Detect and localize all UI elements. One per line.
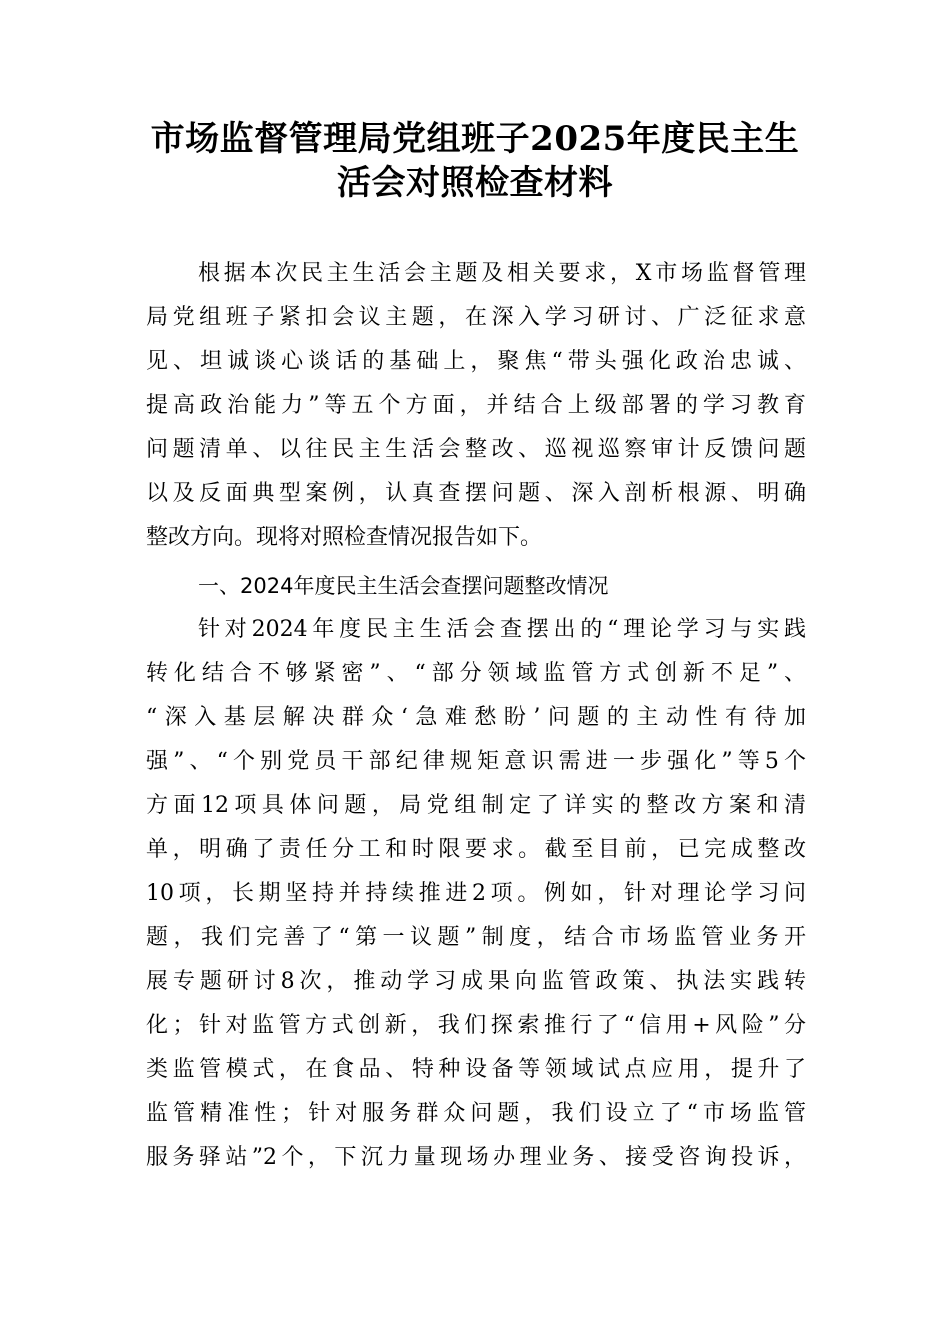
paragraph-line: 强”、“个别党员干部纪律规矩意识需进一步强化”等5个 (146, 749, 806, 774)
document-title-line-2: 活会对照检查材料 (337, 163, 613, 203)
paragraph-line: 题，我们完善了“第一议题”制度，结合市场监管业务开 (146, 925, 806, 950)
document-title-line-1: 市场监督管理局党组班子2025年度民主生 (150, 119, 800, 159)
paragraph-line: 提高政治能力”等五个方面，并结合上级部署的学习教育 (146, 393, 806, 418)
paragraph-line: 单，明确了责任分工和时限要求。截至目前，已完成整改 (146, 837, 806, 862)
paragraph-line: 局党组班子紧扣会议主题，在深入学习研讨、广泛征求意 (146, 305, 806, 330)
paragraph-line: 10项，长期坚持并持续推进2项。例如，针对理论学习问 (146, 881, 806, 906)
paragraph-line: 监管精准性；针对服务群众问题，我们设立了“市场监管 (146, 1101, 806, 1126)
section-heading-1: 一、2024年度民主生活会查摆问题整改情况 (198, 574, 609, 598)
paragraph-line: “深入基层解决群众‘急难愁盼’问题的主动性有待加 (146, 705, 806, 730)
paragraph-line: 问题清单、以往民主生活会整改、巡视巡察审计反馈问题 (146, 437, 806, 462)
paragraph-line: 以及反面典型案例，认真查摆问题、深入剖析根源、明确 (146, 481, 806, 506)
paragraph-line: 方面12项具体问题，局党组制定了详实的整改方案和清 (146, 793, 806, 818)
paragraph-line: 展专题研讨8次，推动学习成果向监管政策、执法实践转 (146, 969, 806, 994)
paragraph-line: 针对2024年度民主生活会查摆出的“理论学习与实践 (198, 617, 806, 642)
intro-paragraph (146, 252, 806, 560)
paragraph-line: 根据本次民主生活会主题及相关要求，X市场监督管理 (198, 261, 806, 286)
rectification-paragraph (146, 608, 806, 1180)
paragraph-line: 转化结合不够紧密”、“部分领域监管方式创新不足”、 (146, 661, 806, 686)
paragraph-line: 化；针对监管方式创新，我们探索推行了“信用+风险”分 (146, 1013, 806, 1038)
paragraph-line: 类监管模式，在食品、特种设备等领域试点应用，提升了 (146, 1057, 806, 1082)
paragraph-line: 服务驿站”2个，下沉力量现场办理业务、接受咨询投诉， (146, 1145, 806, 1170)
paragraph-line: 整改方向。现将对照检查情况报告如下。 (146, 525, 543, 550)
paragraph-line: 见、坦诚谈心谈话的基础上，聚焦“带头强化政治忠诚、 (146, 349, 806, 374)
